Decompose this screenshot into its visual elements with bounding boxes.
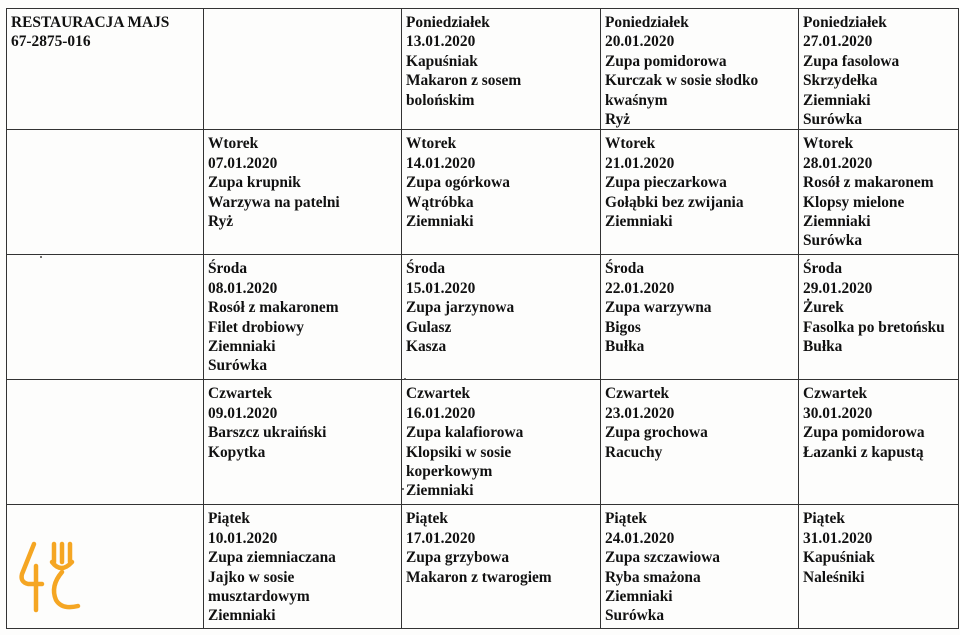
day-cell-22-01 [601,255,799,380]
day-date: 27.01.2020 [803,33,873,51]
menu-item: Ryba smażona [605,568,701,586]
menu-item: Klopsy mielone [803,193,905,211]
day-cell-24-01 [601,505,799,629]
menu-item: Wątróbka [406,193,474,211]
day-cell-29-01 [799,255,959,380]
day-date: 20.01.2020 [605,33,675,51]
menu-item: Zupa krupnik [208,174,301,192]
menu-item: Bigos [605,318,641,336]
scan-speck [402,488,404,490]
menu-item: Fasolka po bretońsku [803,318,945,336]
restaurant-name: RESTAURACJA MAJS [11,14,170,31]
menu-item: Łazanki z kapustą [803,443,924,461]
menu-item: koperkowym [406,463,493,481]
menu-item: Zupa warzywna [605,299,712,317]
menu-item: Gołąbki bez zwijania [605,193,744,211]
menu-item: Zupa pomidorowa [803,424,925,442]
empty-cell [204,9,402,130]
menu-item: Ziemniaki [208,607,276,625]
day-date: 16.01.2020 [406,404,476,422]
menu-item: Żurek [803,299,844,317]
day-cell-09-01 [204,380,402,505]
day-date: 09.01.2020 [208,404,278,422]
menu-item: Ziemniaki [803,91,871,109]
scan-speck [404,378,406,380]
day-cell-20-01 [601,9,799,130]
day-name: Czwartek [605,385,670,403]
menu-item: Zupa pieczarkowa [605,174,727,192]
day-date: 07.01.2020 [208,154,278,172]
menu-item: Skrzydełka [803,72,878,90]
menu-item: Ziemniaki [803,213,871,231]
scan-speck [40,256,42,258]
menu-item: Kasza [406,338,447,356]
menu-item: Surówka [605,607,665,625]
day-date: 23.01.2020 [605,404,675,422]
day-name: Wtorek [208,135,259,153]
menu-item: Zupa ogórkowa [406,174,510,192]
menu-item: Kurczak w sosie słodko [605,72,759,90]
day-name: Wtorek [605,135,656,153]
day-date: 28.01.2020 [803,154,873,172]
day-name: Środa [208,260,248,278]
menu-item: Ziemniaki [605,588,673,606]
day-date: 29.01.2020 [803,279,873,297]
empty-cell [7,255,204,380]
menu-item: Surówka [803,111,863,129]
day-cell-16-01 [402,380,601,505]
day-date: 22.01.2020 [605,279,675,297]
menu-item: Ziemniaki [605,213,673,231]
menu-item: Kapuśniak [406,52,478,70]
day-date: 21.01.2020 [605,154,675,172]
day-date: 08.01.2020 [208,279,278,297]
menu-item: Barszcz ukraiński [208,424,327,442]
menu-item: Klopsiki w sosie [406,443,512,461]
logo-stroke-curve [54,572,78,607]
day-date: 30.01.2020 [803,404,873,422]
day-name: Środa [605,260,645,278]
day-date: 14.01.2020 [406,154,476,172]
restaurant-header-cell [7,9,204,130]
day-name: Wtorek [803,135,854,153]
day-cell-30-01 [799,380,959,505]
day-cell-31-01 [799,505,959,629]
menu-item: Zupa ziemniaczana [208,549,336,567]
menu-item: Ziemniaki [208,338,276,356]
menu-item: Zupa grzybowa [406,549,510,567]
menu-item: Rosół z makaronem [803,174,934,192]
menu-item: Bułka [605,338,645,356]
menu-item: Ziemniaki [406,213,474,231]
day-name: Piątek [803,510,845,528]
menu-item: musztardowym [208,588,310,606]
day-name: Wtorek [406,135,457,153]
day-date: 13.01.2020 [406,33,476,51]
day-cell-10-01 [204,505,402,629]
day-name: Czwartek [406,385,471,403]
day-cell-17-01 [402,505,601,629]
menu-item: Ryż [605,111,631,129]
menu-item: Makaron z twarogiem [406,568,552,586]
day-name: Piątek [406,510,448,528]
menu-item: Zupa kalafiorowa [406,424,524,442]
fork-logo-icon [14,540,88,614]
day-name: Piątek [605,510,647,528]
day-name: Środa [406,260,446,278]
day-name: Poniedziałek [605,14,689,31]
menu-item: Warzywa na patelni [208,193,340,211]
menu-item: Zupa jarzynowa [406,299,515,317]
menu-item: Jajko w sosie [208,568,295,586]
day-name: Środa [803,260,843,278]
menu-item: Surówka [208,357,268,375]
menu-item: Kapuśniak [803,549,875,567]
day-cell-23-01 [601,380,799,505]
menu-item: Zupa pomidorowa [605,52,727,70]
day-name: Poniedziałek [406,14,490,31]
empty-cell [7,380,204,505]
restaurant-phone: 67-2875-016 [11,33,91,51]
menu-item: Rosół z makaronem [208,299,339,317]
logo-stroke-left [22,544,42,584]
day-name: Czwartek [208,385,273,403]
day-date: 24.01.2020 [605,529,675,547]
menu-item: Naleśniki [803,568,865,586]
day-date: 10.01.2020 [208,529,278,547]
menu-item: Bułka [803,338,843,356]
menu-item: Ziemniaki [406,482,474,500]
day-cell-28-01 [799,130,959,255]
menu-item: Zupa szczawiowa [605,549,721,567]
day-cell-27-01 [799,9,959,130]
day-cell-07-01 [204,130,402,255]
day-name: Poniedziałek [803,14,887,31]
menu-item: Gulasz [406,318,452,336]
day-cell-14-01 [402,130,601,255]
day-cell-13-01 [402,9,601,130]
day-cell-08-01 [204,255,402,380]
menu-item: Ryż [208,213,234,231]
day-date: 17.01.2020 [406,529,476,547]
day-date: 15.01.2020 [406,279,476,297]
menu-item: Racuchy [605,443,663,461]
day-date: 31.01.2020 [803,529,873,547]
menu-item: Zupa grochowa [605,424,708,442]
day-cell-21-01 [601,130,799,255]
menu-item: Zupa fasolowa [803,52,900,70]
menu-item: bolońskim [406,91,475,109]
day-name: Piątek [208,510,250,528]
menu-item: Surówka [803,232,863,250]
day-cell-15-01 [402,255,601,380]
empty-cell [7,130,204,255]
day-name: Czwartek [803,385,868,403]
menu-table [6,8,959,629]
menu-item: Filet drobiowy [208,318,304,336]
menu-item: Kopytka [208,443,266,461]
menu-item: Makaron z sosem [406,72,522,90]
menu-item: kwaśnym [605,91,668,109]
